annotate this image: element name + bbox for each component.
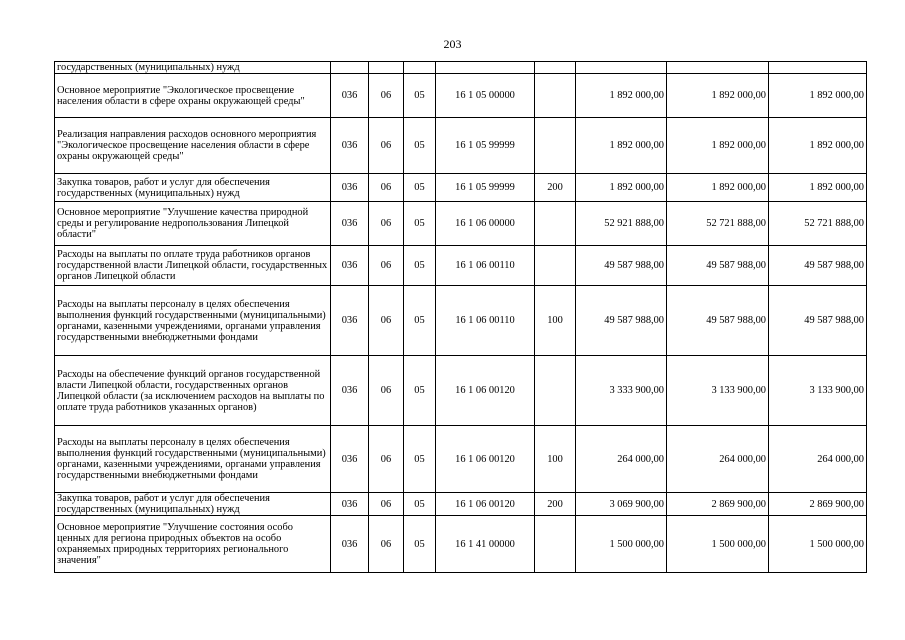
cell-name: Расходы на обеспечение функций органов государственной власти Липецкой области, государственных органов Липецкой области (за исключением расходов на выплаты по оплате труда работников указанных органов) bbox=[55, 356, 331, 426]
table-row bbox=[55, 246, 867, 286]
cell-vr: 200 bbox=[535, 493, 576, 516]
cell-s1: 1 892 000,00 bbox=[576, 118, 667, 174]
cell-csr: 16 1 41 00000 bbox=[436, 516, 535, 573]
cell-s2: 1 892 000,00 bbox=[667, 74, 769, 118]
cell-name: Закупка товаров, работ и услуг для обеспечения государственных (муниципальных) нужд bbox=[55, 174, 331, 202]
cell-rz: 06 bbox=[369, 118, 404, 174]
cell-s3: 264 000,00 bbox=[769, 426, 867, 493]
table-body bbox=[55, 62, 867, 573]
cell-s2: 1 500 000,00 bbox=[667, 516, 769, 573]
cell-s2: 1 892 000,00 bbox=[667, 118, 769, 174]
cell-name: Расходы на выплаты персоналу в целях обеспечения выполнения функций государственными (муниципальными) органами, казенными учреждениями, органами управления государственными внебюджетными фондами bbox=[55, 286, 331, 356]
cell-csr: 16 1 05 00000 bbox=[436, 74, 535, 118]
cell-s2: 49 587 988,00 bbox=[667, 286, 769, 356]
cell-s2: 264 000,00 bbox=[667, 426, 769, 493]
cell-vr bbox=[535, 118, 576, 174]
cell-s2: 52 721 888,00 bbox=[667, 202, 769, 246]
cell-s3: 49 587 988,00 bbox=[769, 246, 867, 286]
cell-vr: 100 bbox=[535, 286, 576, 356]
cell-rz: 06 bbox=[369, 493, 404, 516]
cell-s3: 1 892 000,00 bbox=[769, 174, 867, 202]
cell-pr: 05 bbox=[404, 516, 436, 573]
cell-pr: 05 bbox=[404, 174, 436, 202]
cell-name: Основное мероприятие "Экологическое просвещение населения области в сфере охраны окружающей среды" bbox=[55, 74, 331, 118]
cell-csr: 16 1 06 00120 bbox=[436, 426, 535, 493]
cell-csr: 16 1 06 00120 bbox=[436, 493, 535, 516]
cell-rz: 06 bbox=[369, 516, 404, 573]
cell-csr: 16 1 06 00110 bbox=[436, 246, 535, 286]
cell-s2: 1 892 000,00 bbox=[667, 174, 769, 202]
cell-rz: 06 bbox=[369, 426, 404, 493]
cell-s3: 1 500 000,00 bbox=[769, 516, 867, 573]
cell-csr: 16 1 05 99999 bbox=[436, 118, 535, 174]
table-row bbox=[55, 62, 867, 74]
cell-name: государственных (муниципальных) нужд bbox=[55, 62, 331, 74]
cell-s3: 3 133 900,00 bbox=[769, 356, 867, 426]
cell-gr: 036 bbox=[331, 516, 369, 573]
cell-pr: 05 bbox=[404, 202, 436, 246]
cell-pr: 05 bbox=[404, 356, 436, 426]
cell-pr: 05 bbox=[404, 493, 436, 516]
cell-gr: 036 bbox=[331, 286, 369, 356]
cell-rz: 06 bbox=[369, 174, 404, 202]
cell-vr bbox=[535, 516, 576, 573]
cell-gr: 036 bbox=[331, 174, 369, 202]
cell-gr: 036 bbox=[331, 202, 369, 246]
cell-s1 bbox=[576, 62, 667, 74]
cell-csr: 16 1 06 00000 bbox=[436, 202, 535, 246]
cell-s2: 3 133 900,00 bbox=[667, 356, 769, 426]
cell-vr bbox=[535, 74, 576, 118]
cell-pr: 05 bbox=[404, 118, 436, 174]
cell-pr: 05 bbox=[404, 74, 436, 118]
cell-vr bbox=[535, 202, 576, 246]
cell-csr: 16 1 06 00120 bbox=[436, 356, 535, 426]
cell-gr: 036 bbox=[331, 426, 369, 493]
cell-name: Расходы на выплаты персоналу в целях обеспечения выполнения функций государственными (муниципальными) органами, казенными учреждениями, органами управления государственными внебюджетными фондами bbox=[55, 426, 331, 493]
budget-table bbox=[54, 61, 867, 573]
table-row bbox=[55, 202, 867, 246]
cell-vr bbox=[535, 62, 576, 74]
cell-s3: 49 587 988,00 bbox=[769, 286, 867, 356]
cell-vr: 200 bbox=[535, 174, 576, 202]
table-row bbox=[55, 286, 867, 356]
cell-s2 bbox=[667, 62, 769, 74]
table-row bbox=[55, 118, 867, 174]
cell-s1: 49 587 988,00 bbox=[576, 286, 667, 356]
cell-s3: 2 869 900,00 bbox=[769, 493, 867, 516]
cell-rz: 06 bbox=[369, 246, 404, 286]
cell-s2: 49 587 988,00 bbox=[667, 246, 769, 286]
cell-name: Реализация направления расходов основного мероприятия "Экологическое просвещение населения области в сфере охраны окружающей среды" bbox=[55, 118, 331, 174]
table-row bbox=[55, 74, 867, 118]
table-row bbox=[55, 174, 867, 202]
cell-csr bbox=[436, 62, 535, 74]
cell-s2: 2 869 900,00 bbox=[667, 493, 769, 516]
table-row bbox=[55, 493, 867, 516]
cell-pr bbox=[404, 62, 436, 74]
cell-s3: 1 892 000,00 bbox=[769, 118, 867, 174]
cell-s1: 49 587 988,00 bbox=[576, 246, 667, 286]
cell-s1: 3 069 900,00 bbox=[576, 493, 667, 516]
cell-gr: 036 bbox=[331, 74, 369, 118]
cell-s1: 264 000,00 bbox=[576, 426, 667, 493]
table-row bbox=[55, 356, 867, 426]
cell-gr: 036 bbox=[331, 356, 369, 426]
cell-name: Расходы на выплаты по оплате труда работников органов государственной власти Липецкой области, государственных органов Липецкой области bbox=[55, 246, 331, 286]
cell-rz: 06 bbox=[369, 356, 404, 426]
cell-s3: 52 721 888,00 bbox=[769, 202, 867, 246]
cell-s3: 1 892 000,00 bbox=[769, 74, 867, 118]
cell-name: Основное мероприятие "Улучшение качества природной среды и регулирование недропользования Липецкой области" bbox=[55, 202, 331, 246]
cell-rz: 06 bbox=[369, 202, 404, 246]
cell-name: Основное мероприятие "Улучшение состояния особо ценных для региона природных объектов на особо охраняемых природных территориях регионального значения" bbox=[55, 516, 331, 573]
cell-s1: 52 921 888,00 bbox=[576, 202, 667, 246]
cell-pr: 05 bbox=[404, 286, 436, 356]
table-row bbox=[55, 426, 867, 493]
cell-vr: 100 bbox=[535, 426, 576, 493]
cell-gr: 036 bbox=[331, 118, 369, 174]
cell-s1: 3 333 900,00 bbox=[576, 356, 667, 426]
cell-vr bbox=[535, 246, 576, 286]
cell-s1: 1 892 000,00 bbox=[576, 174, 667, 202]
cell-s1: 1 500 000,00 bbox=[576, 516, 667, 573]
cell-vr bbox=[535, 356, 576, 426]
cell-rz: 06 bbox=[369, 74, 404, 118]
cell-s3 bbox=[769, 62, 867, 74]
cell-gr: 036 bbox=[331, 246, 369, 286]
cell-name: Закупка товаров, работ и услуг для обеспечения государственных (муниципальных) нужд bbox=[55, 493, 331, 516]
table-row bbox=[55, 516, 867, 573]
cell-rz bbox=[369, 62, 404, 74]
cell-gr: 036 bbox=[331, 493, 369, 516]
cell-pr: 05 bbox=[404, 426, 436, 493]
cell-csr: 16 1 05 99999 bbox=[436, 174, 535, 202]
cell-csr: 16 1 06 00110 bbox=[436, 286, 535, 356]
cell-pr: 05 bbox=[404, 246, 436, 286]
cell-rz: 06 bbox=[369, 286, 404, 356]
page-number: 203 bbox=[443, 37, 462, 51]
cell-s1: 1 892 000,00 bbox=[576, 74, 667, 118]
cell-gr bbox=[331, 62, 369, 74]
